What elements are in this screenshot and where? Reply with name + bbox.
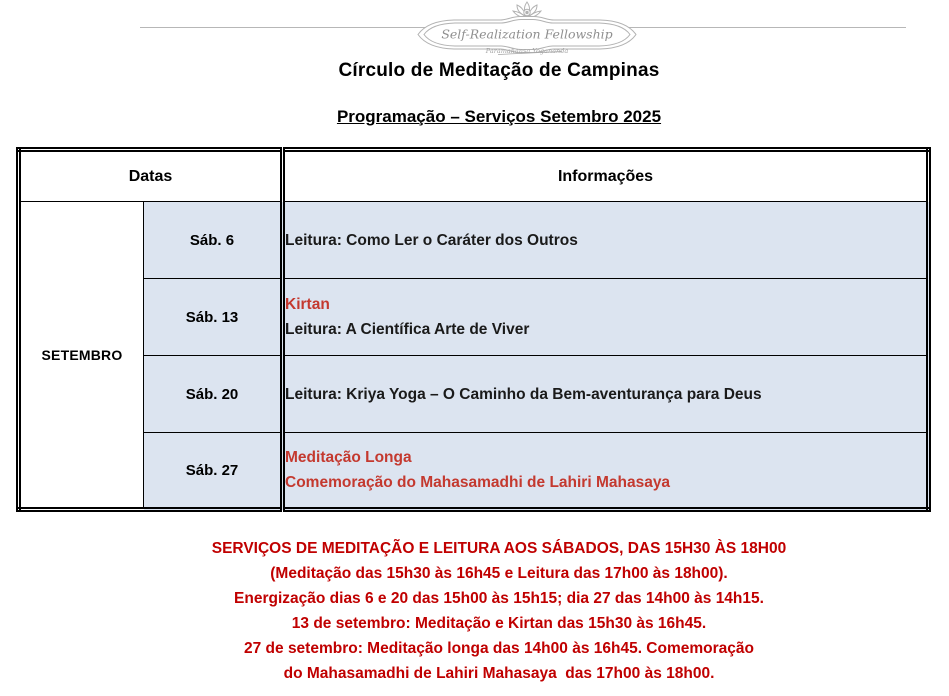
table-header-row — [19, 150, 929, 202]
month-cell: SETEMBRO — [19, 202, 144, 510]
page-title: Círculo de Meditação de Campinas — [338, 60, 660, 81]
footer-line: do Mahasamadhi de Lahiri Mahasaya das 17h00 às 18h00. — [283, 665, 715, 682]
info-line: Kirtan — [285, 296, 330, 313]
schedule-table — [16, 147, 931, 512]
srf-logo-graphic — [412, 1, 642, 57]
info-cell — [283, 279, 929, 356]
lotus-icon — [513, 2, 541, 18]
page-subtitle: Programação – Serviços Setembro 2025 — [336, 107, 662, 126]
day-cell: Sáb. 20 — [144, 356, 283, 433]
column-header-datas: Datas — [19, 150, 283, 202]
day-cell: Sáb. 13 — [144, 279, 283, 356]
table-row — [19, 202, 929, 279]
info-cell — [283, 202, 929, 279]
footer-line: 27 de setembro: Meditação longa das 14h00 às 16h45. Comemoração — [244, 640, 754, 657]
footer-line: SERVIÇOS DE MEDITAÇÃO E LEITURA AOS SÁBADOS, DAS 15H30 ÀS 18H00 — [211, 540, 787, 557]
footer-line: 13 de setembro: Meditação e Kirtan das 15h30 às 16h45. — [291, 615, 707, 632]
logo-signature: Paramahansa Yogananda — [485, 47, 569, 55]
table-row — [19, 356, 929, 433]
info-cell — [283, 356, 929, 433]
day-cell: Sáb. 6 — [144, 202, 283, 279]
footer-notes — [0, 536, 949, 686]
info-line: Comemoração do Mahasamadhi de Lahiri Mahasaya — [285, 474, 671, 491]
table-row — [19, 279, 929, 356]
footer-line: Energização dias 6 e 20 das 15h00 às 15h15; dia 27 das 14h00 às 14h15. — [234, 590, 764, 607]
column-header-informacoes: Informações — [283, 150, 929, 202]
info-line: Leitura: Como Ler o Caráter dos Outros — [285, 231, 578, 249]
info-line: Leitura: Kriya Yoga – O Caminho da Bem-aventurança para Deus — [285, 385, 762, 403]
info-cell — [283, 433, 929, 510]
footer-line: (Meditação das 15h30 às 16h45 e Leitura das 17h00 às 18h00). — [270, 565, 728, 582]
day-cell: Sáb. 27 — [144, 433, 283, 510]
info-line: Meditação Longa — [285, 449, 412, 466]
srf-logo — [412, 1, 642, 62]
info-line: Leitura: A Científica Arte de Viver — [285, 321, 530, 338]
table-row — [19, 433, 929, 510]
logo-text: Self-Realization Fellowship — [441, 26, 613, 42]
